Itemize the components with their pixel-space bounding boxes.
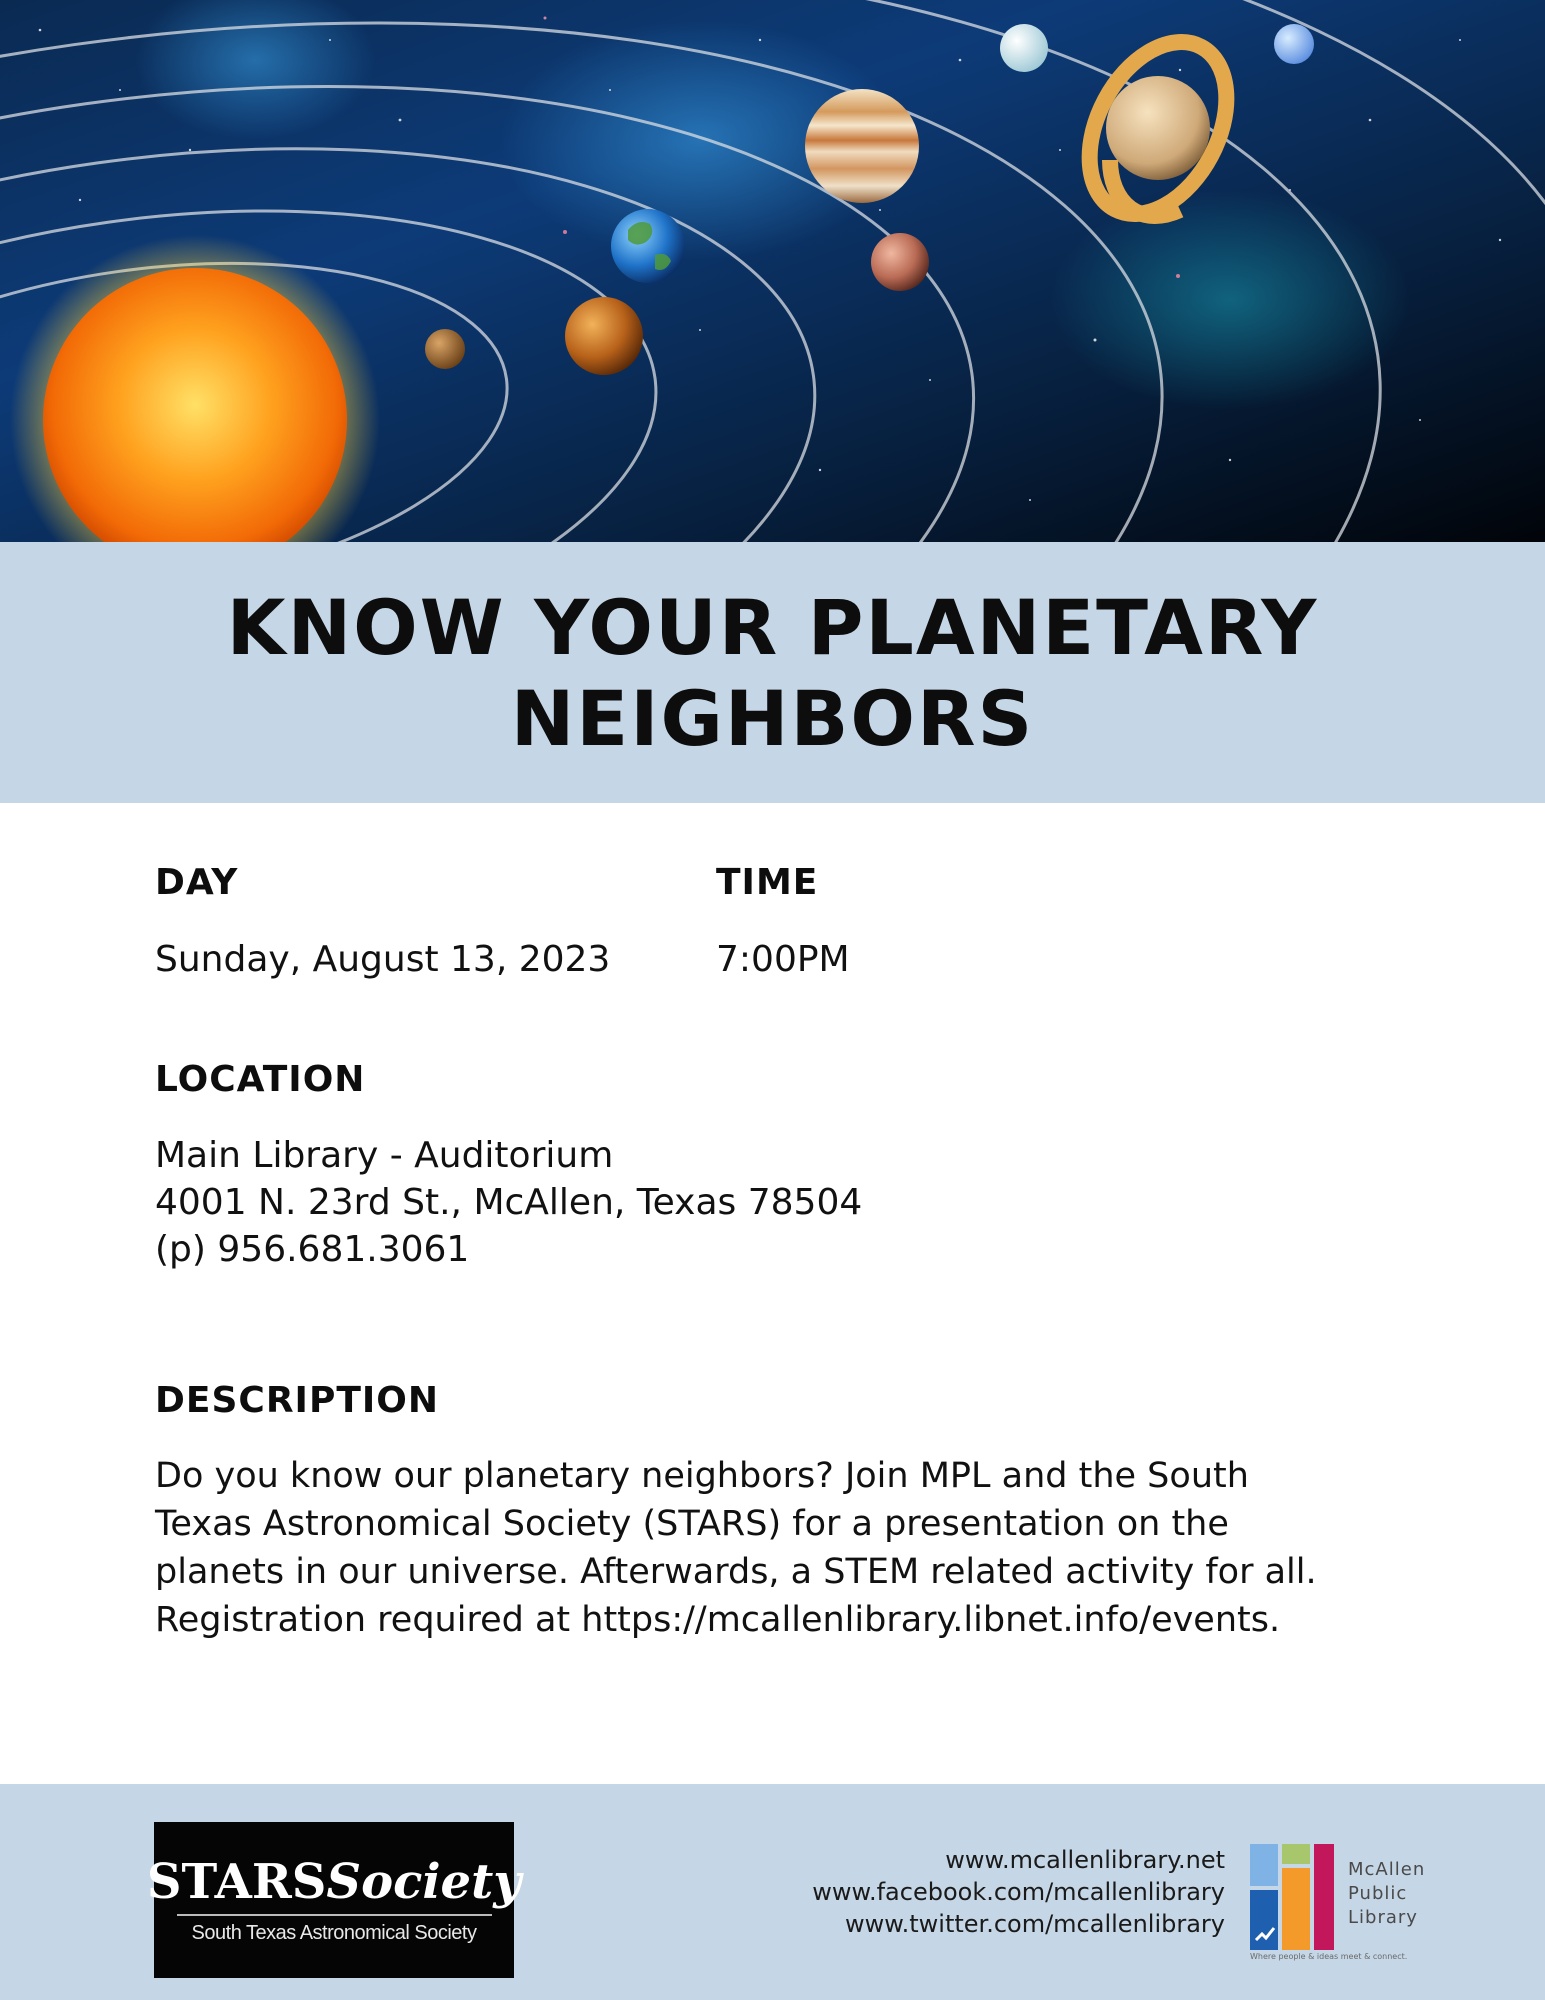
- facebook-link[interactable]: www.facebook.com/mcallenlibrary: [812, 1878, 1225, 1906]
- title-band: [0, 542, 1545, 803]
- stars-logo-name-s: S: [326, 1853, 362, 1910]
- earth: [611, 209, 685, 283]
- stars-logo-name-part1: STARS: [146, 1853, 327, 1910]
- mercury: [425, 329, 465, 369]
- jupiter: [805, 89, 919, 203]
- nebula-glow: [1050, 190, 1410, 410]
- footer-links: [812, 1844, 1225, 1940]
- library-logo-tagline: Where people & ideas meet & connect.: [1250, 1952, 1408, 1961]
- time-value: 7:00PM: [716, 939, 850, 980]
- day-label: DAY: [155, 862, 239, 903]
- location-address: 4001 N. 23rd St., McAllen, Texas 78504: [155, 1182, 863, 1223]
- description-label: DESCRIPTION: [155, 1380, 440, 1421]
- location-label: LOCATION: [155, 1059, 366, 1100]
- stars-logo-subtitle: South Texas Astronomical Society: [191, 1921, 477, 1944]
- stars-society-logo: [146, 1822, 522, 1978]
- footer: [0, 1784, 1545, 2000]
- location-block: [155, 1132, 862, 1273]
- solar-system-illustration: [0, 0, 1545, 542]
- description-text: Do you know our planetary neighbors? Join MPL and the South Texas Astronomical Society (STARS) for a presentation on the planets in our universe. Afterwards, a STEM related activity for all. Registration required at https://mcallenlibrary.libnet.info/events.: [155, 1456, 1317, 1640]
- library-logo-icon: [1250, 1844, 1342, 1950]
- uranus: [1000, 24, 1048, 72]
- library-logo-name: [1348, 1858, 1425, 1930]
- venus: [565, 297, 643, 375]
- library-logo-line: Library: [1348, 1907, 1418, 1928]
- mcallen-public-library-logo: [1250, 1844, 1440, 1964]
- day-value: Sunday, August 13, 2023: [155, 939, 611, 980]
- time-label: TIME: [716, 862, 819, 903]
- twitter-link[interactable]: www.twitter.com/mcallenlibrary: [844, 1910, 1225, 1938]
- stars-logo-name-part2: ociety: [361, 1853, 522, 1910]
- stars-logo-divider: [177, 1914, 492, 1916]
- location-venue: Main Library - Auditorium: [155, 1135, 614, 1176]
- stars-logo-name: [146, 1853, 522, 1910]
- location-phone: (p) 956.681.3061: [155, 1229, 470, 1270]
- library-logo-line: McAllen: [1348, 1859, 1426, 1880]
- library-logo-line: Public: [1348, 1883, 1408, 1904]
- website-link[interactable]: www.mcallenlibrary.net: [945, 1846, 1225, 1874]
- page-title: KNOW YOUR PLANETARY NEIGHBORS: [226, 582, 1319, 763]
- neptune: [1274, 24, 1314, 64]
- mars: [871, 233, 929, 291]
